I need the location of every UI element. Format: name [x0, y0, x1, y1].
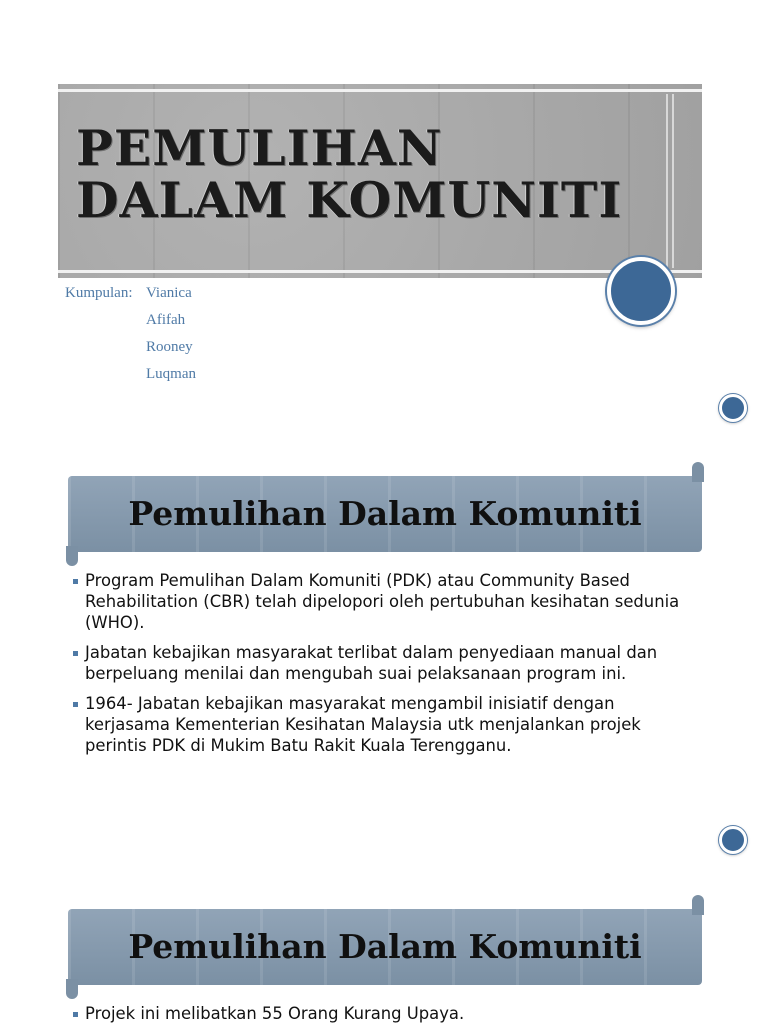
group-member-list [65, 282, 196, 390]
banner-rail [666, 94, 668, 268]
banner-rail [672, 94, 674, 268]
slide-separator-dot [719, 826, 747, 854]
decorative-circle-badge [607, 257, 675, 325]
bullet-list [72, 1003, 702, 1033]
section-scroll-header [68, 909, 702, 985]
bullet-item: Program Pemulihan Dalam Komuniti (PDK) atau Community Based Rehabilitation (CBR) telah dipelopori oleh pertubuhan kesihatan sedunia (WHO). [72, 570, 702, 633]
banner-stripe-bottom [58, 270, 702, 273]
member-name: Luqman [146, 366, 196, 382]
member-name: Vianica [146, 285, 192, 301]
group-label: Kumpulan: [65, 285, 133, 301]
title-line-1: PEMULIHAN [76, 119, 443, 177]
bullet-item: Projek ini melibatkan 55 Orang Kurang Upaya. [72, 1003, 702, 1024]
member-row [65, 282, 196, 309]
bullet-item: 1964- Jabatan kebajikan masyarakat mengambil inisiatif dengan kerjasama Kementerian Kesihatan Malaysia utk menjalankan projek perintis PDK di Mukim Batu Rakit Kuala Terengganu. [72, 693, 702, 756]
member-name: Afifah [146, 312, 186, 328]
bullet-item: Jabatan kebajikan masyarakat terlibat dalam penyediaan manual dan berpeluang menilai dan mengubah suai pelaksanaan program ini. [72, 642, 702, 684]
member-row [65, 336, 196, 363]
member-row [65, 363, 196, 390]
title-line-2: DALAM KOMUNITI [76, 171, 623, 229]
section-heading: Pemulihan Dalam Komuniti [128, 494, 642, 533]
banner-stripe-top [58, 89, 702, 92]
slide-separator-dot [719, 394, 747, 422]
member-name: Rooney [146, 339, 193, 355]
page-title [76, 119, 623, 229]
title-banner [58, 84, 702, 278]
bullet-list [72, 570, 702, 765]
member-row [65, 309, 196, 336]
section-scroll-header [68, 476, 702, 552]
section-heading: Pemulihan Dalam Komuniti [128, 927, 642, 966]
